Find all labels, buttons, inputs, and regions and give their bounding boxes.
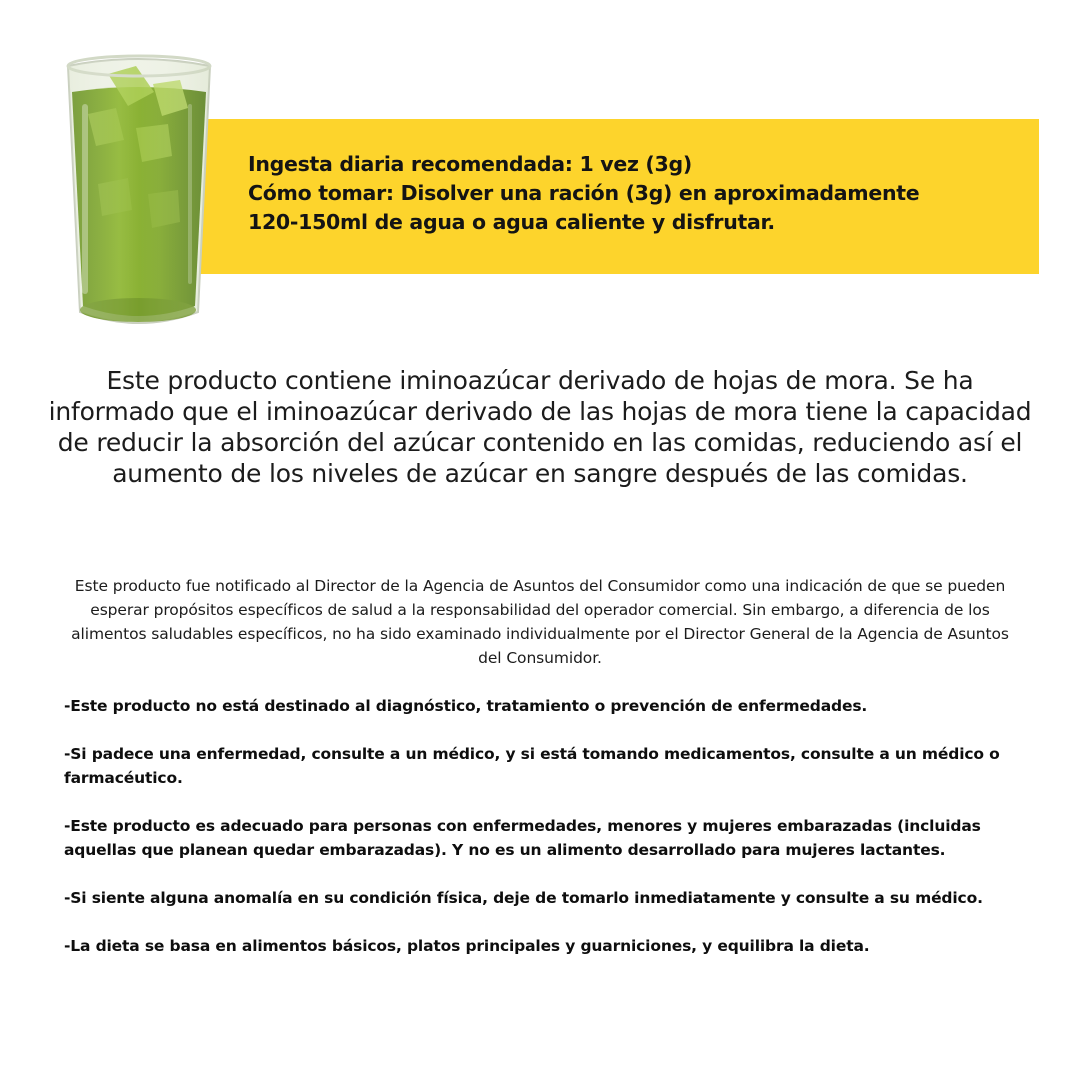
how-to-take-line-continued: 120-150ml de agua o agua caliente y disfrutar. bbox=[248, 210, 775, 234]
daily-intake-line: Ingesta diaria recomendada: 1 vez (3g) bbox=[248, 152, 692, 176]
product-description: Este producto contiene iminoazúcar derivado de hojas de mora. Se ha informado que el iminoazúcar derivado de las hojas de mora tiene la capacidad de reducir la absorción del azúcar contenido en las comidas, reduciendo así el aumento de los niveles de azúcar en sangre después de las comidas. bbox=[48, 366, 1032, 488]
warning-item: -La dieta se basa en alimentos básicos, platos principales y guarniciones, y equilibra la dieta. bbox=[64, 937, 870, 955]
regulatory-notice: Este producto fue notificado al Director de la Agencia de Asuntos del Consumidor como una indicación de que se pueden esperar propósitos específicos de salud a la responsabilidad del operador comercial. Sin embargo, a diferencia de los alimentos saludables específicos, no ha sido examinado individualmente por el Director General de la Agencia de Asuntos del Consumidor. bbox=[71, 577, 1009, 667]
warnings-list bbox=[64, 694, 1014, 982]
warning-item: -Este producto no está destinado al diagnóstico, tratamiento o prevención de enfermedades. bbox=[64, 697, 868, 715]
warning-item: -Si siente alguna anomalía en su condición física, deje de tomarlo inmediatamente y consulte a su médico. bbox=[64, 889, 983, 907]
warning-item: -Si padece una enfermedad, consulte a un médico, y si está tomando medicamentos, consulte a un médico o farmacéutico. bbox=[64, 745, 1000, 787]
serving-instructions bbox=[248, 150, 1018, 237]
warning-item: -Este producto es adecuado para personas con enfermedades, menores y mujeres embarazadas (incluidas aquellas que planean quedar embarazadas). Y no es un alimento desarrollado para mujeres lactantes. bbox=[64, 817, 981, 859]
green-drink-glass-icon bbox=[58, 44, 218, 334]
how-to-take-line: Cómo tomar: Disolver una ración (3g) en aproximadamente bbox=[248, 181, 920, 205]
